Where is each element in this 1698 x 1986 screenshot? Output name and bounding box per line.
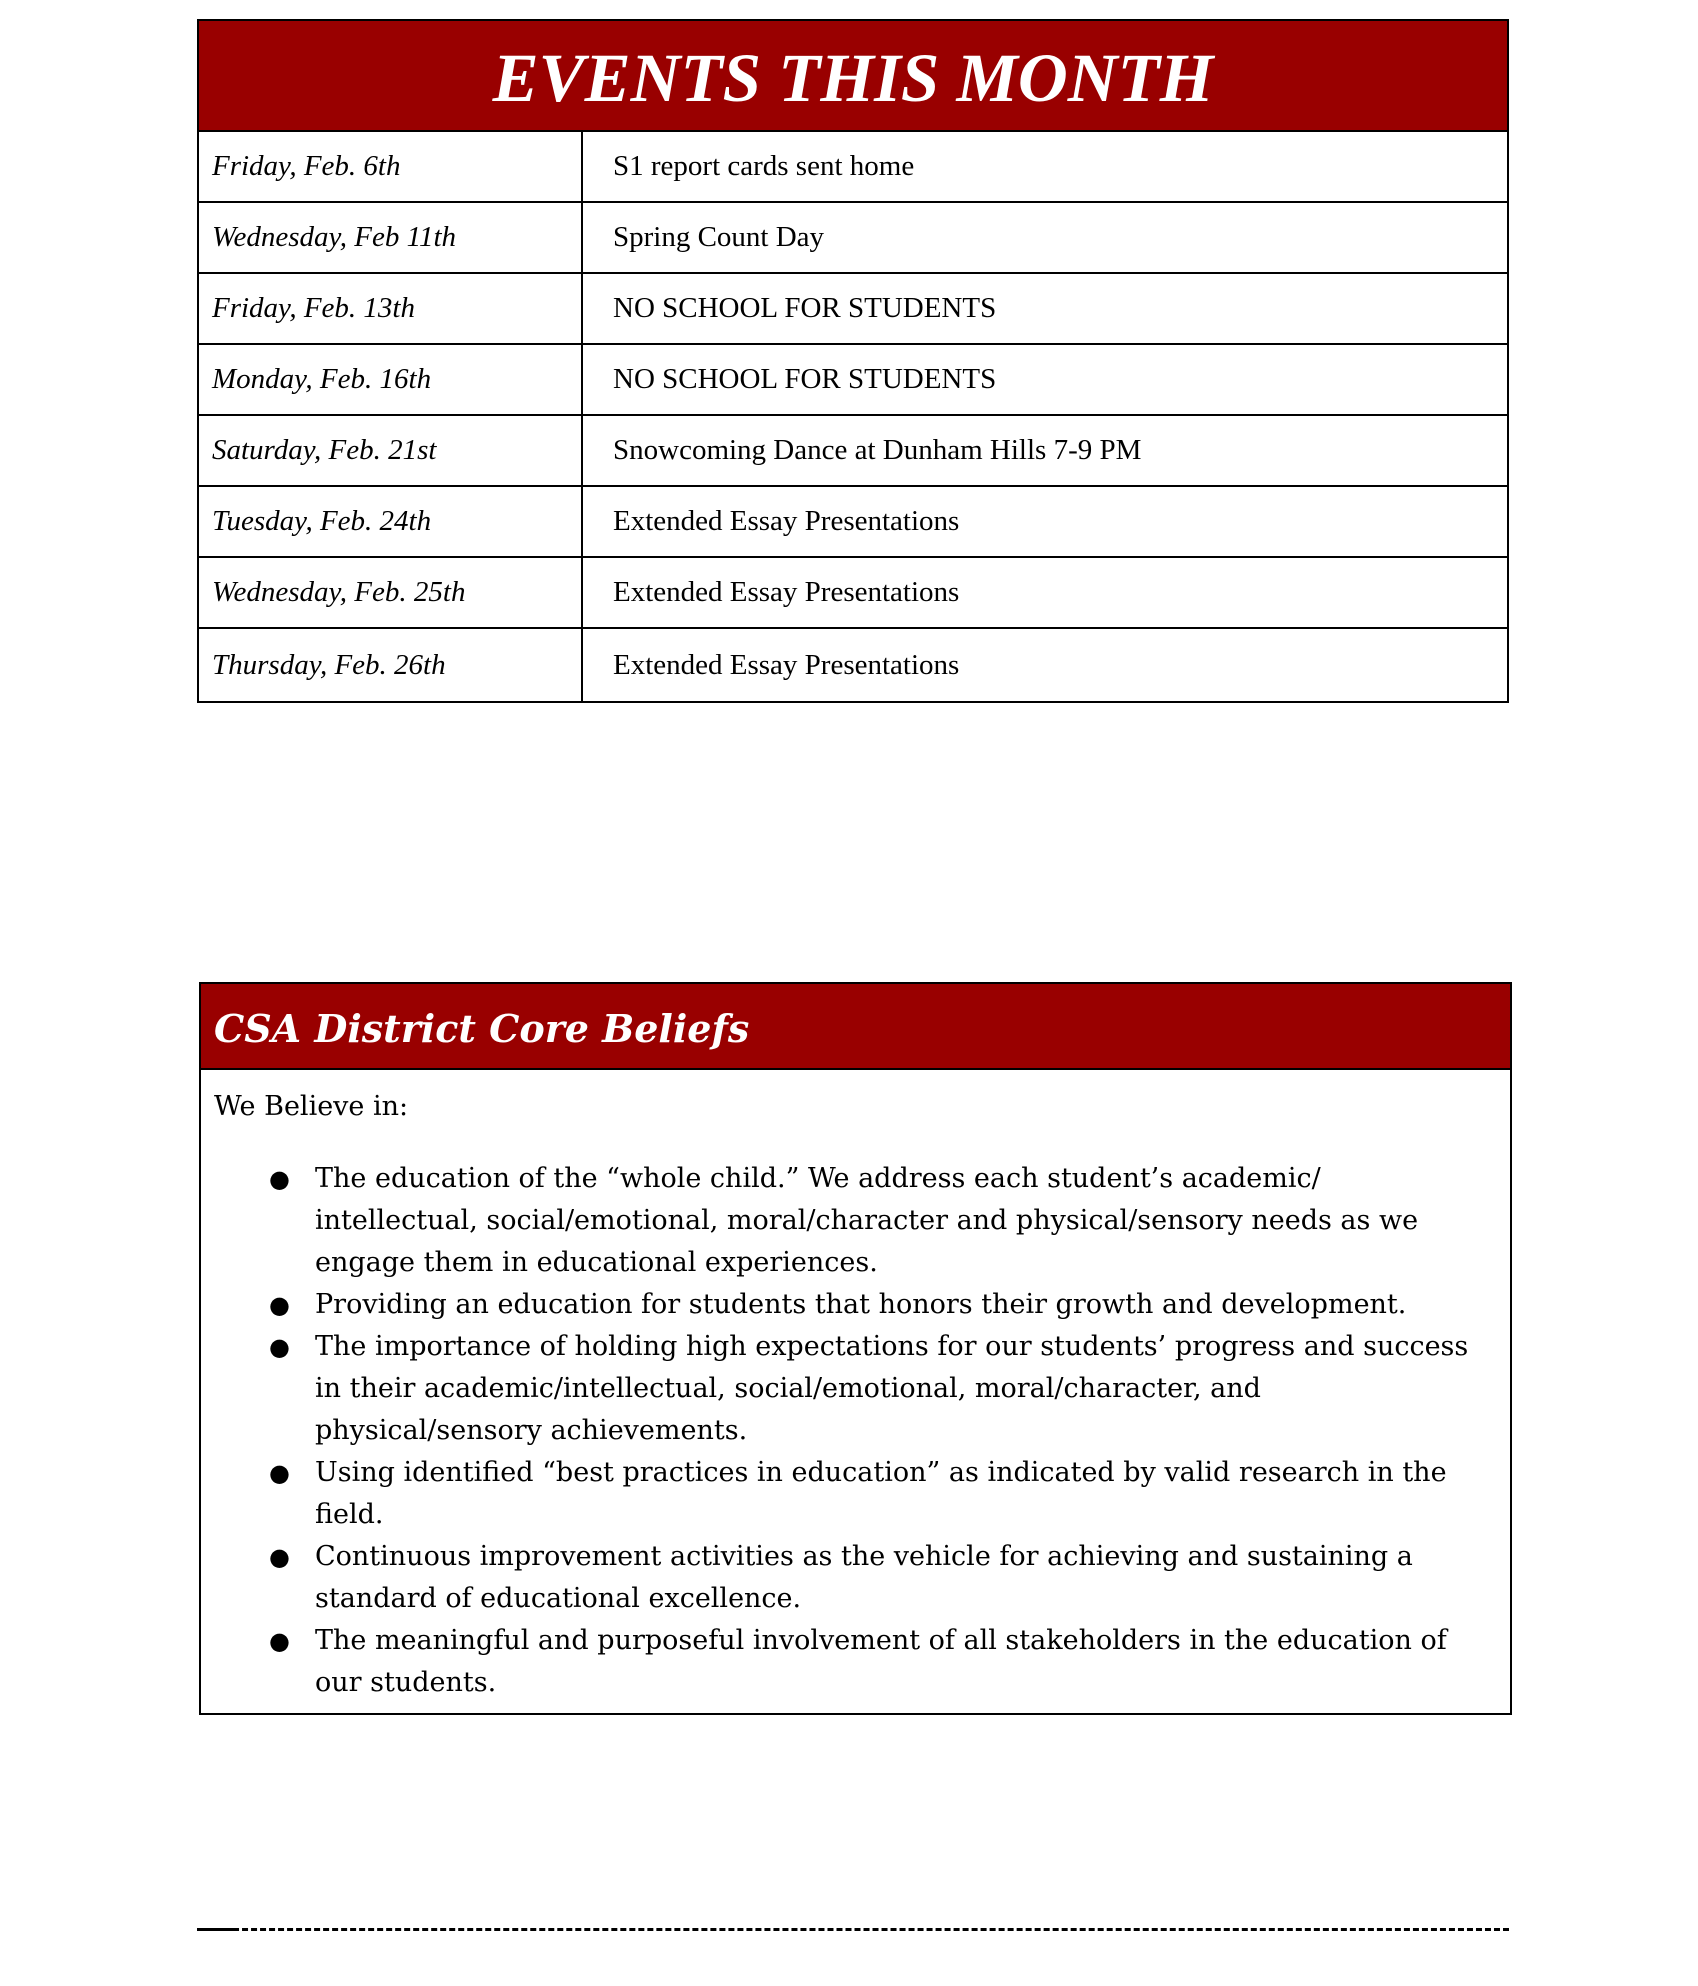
core-beliefs-list [214, 1158, 1490, 1704]
list-item [214, 1158, 1490, 1284]
events-header [199, 21, 1507, 132]
core-beliefs-body [201, 1070, 1510, 1704]
page-divider-start [197, 1928, 235, 1931]
event-description: Extended Essay Presentations [613, 576, 960, 608]
list-item [214, 1284, 1490, 1326]
bullet-icon: ● [269, 1627, 290, 1655]
list-item-text: The meaningful and purposeful involvement of all stakeholders in the education of our students. [315, 1625, 1447, 1698]
list-item-text: Providing an education for students that honors their growth and development. [315, 1289, 1407, 1320]
event-description: NO SCHOOL FOR STUDENTS [613, 292, 997, 324]
event-description: Spring Count Day [613, 221, 825, 253]
event-date: Saturday, Feb. 21st [199, 416, 583, 485]
core-beliefs-box [199, 982, 1512, 1715]
event-description: Extended Essay Presentations [613, 648, 960, 681]
event-date: Tuesday, Feb. 24th [199, 487, 583, 556]
event-row [199, 487, 1507, 558]
list-item-text: Continuous improvement activities as the vehicle for achieving and sustaining a standard of educational excellence. [315, 1541, 1413, 1614]
list-item-text: The importance of holding high expectations for our students’ progress and success in their academic/intellectual, social/emotional, moral/character, and physical/sensory achievements. [315, 1331, 1469, 1446]
event-description: S1 report cards sent home [613, 150, 915, 182]
core-beliefs-intro: We Believe in: [214, 1091, 409, 1122]
bullet-icon: ● [269, 1333, 290, 1361]
event-row [199, 416, 1507, 487]
bullet-icon: ● [269, 1543, 290, 1571]
event-date: Thursday, Feb. 26th [199, 629, 583, 701]
core-beliefs-title: CSA District Core Beliefs [214, 1005, 750, 1051]
list-item [214, 1620, 1490, 1704]
page-divider [197, 1928, 1509, 1931]
event-date: Friday, Feb. 6th [199, 132, 583, 201]
bullet-icon: ● [269, 1165, 290, 1193]
event-row [199, 629, 1507, 701]
list-item-text: Using identified “best practices in education” as indicated by valid research in the field. [315, 1457, 1447, 1530]
event-description: Snowcoming Dance at Dunham Hills 7-9 PM [613, 434, 1142, 466]
event-description: Extended Essay Presentations [613, 505, 960, 537]
event-row [199, 274, 1507, 345]
bullet-icon: ● [269, 1291, 290, 1319]
event-description: NO SCHOOL FOR STUDENTS [613, 363, 997, 395]
list-item-text: The education of the “whole child.” We address each student’s academic/ intellectual, social/emotional, moral/character and physical/sensory needs as we engage them in educational experiences. [315, 1163, 1419, 1278]
list-item [214, 1326, 1490, 1452]
events-table [197, 19, 1509, 703]
core-beliefs-header [201, 984, 1510, 1070]
event-date: Wednesday, Feb 11th [199, 203, 583, 272]
events-title: EVENTS THIS MONTH [492, 40, 1214, 116]
event-date: Wednesday, Feb. 25th [199, 558, 583, 627]
event-row [199, 203, 1507, 274]
event-date: Monday, Feb. 16th [199, 345, 583, 414]
list-item [214, 1536, 1490, 1620]
event-row [199, 132, 1507, 203]
bullet-icon: ● [269, 1459, 290, 1487]
event-row [199, 345, 1507, 416]
list-item [214, 1452, 1490, 1536]
event-date: Friday, Feb. 13th [199, 274, 583, 343]
event-row [199, 558, 1507, 629]
